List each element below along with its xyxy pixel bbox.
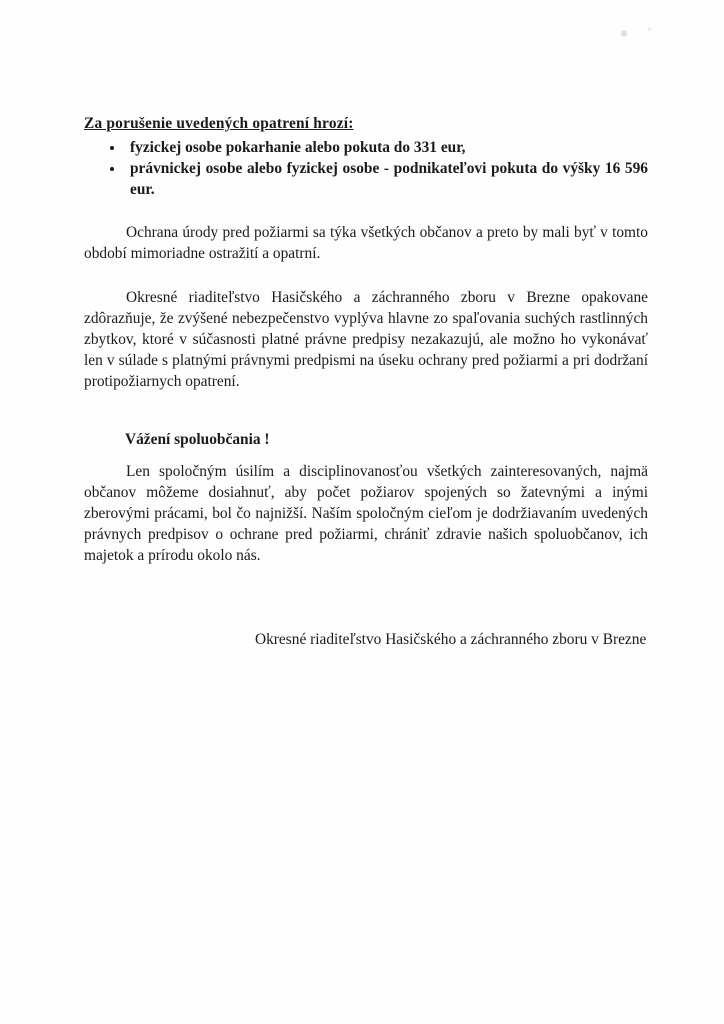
penalty-item-individual: • fyzickej osobe pokarhanie alebo pokuta do 331 eur, (125, 137, 648, 158)
paragraph-directorate-notice: Okresné riaditeľstvo Hasičského a záchranného zboru v Brezne opakovane zdôrazňuje, že zvýšené nebezpečenstvo vyplýva hlavne zo spaľovania suchých rastlinných zbytkov, ktoré v súčasnosti platné právne predpisy nezakazujú, ale možno ho vykonávať len v súlade s platnými právnymi predpismi na úseku ochrany pred požiarmi a pri dodržaní protipožiarnych opatrení. (84, 289, 648, 390)
paragraph-appeal: Len spoločným úsilím a disciplinovanosťou všetkých zainteresovaných, najmä občanov môžeme dosiahnuť, aby počet požiarov spojených so žatevnými a inými zberovými prácami, bol čo najnižší. Naším spoločným cieľom je dodržiavaním uvedených právnych predpisov o ochrane pred požiarmi, chrániť zdravie našich spoluobčanov, ich majetok a prírodu okolo nás. (84, 463, 648, 564)
penalty-item-legal-entity: • právnickej osobe alebo fyzickej osobe - podnikateľovi pokuta do výšky 16 596 eur. (125, 158, 648, 200)
document-body (84, 113, 648, 650)
paragraph-harvest-protection: Ochrana úrody pred požiarmi sa týka všetkých občanov a preto by mali byť v tomto období mimoriadne ostražití a opatrní. (84, 224, 648, 262)
signature-line: Okresné riaditeľstvo Hasičského a záchranného zboru v Brezne (255, 631, 647, 648)
scan-artifact-speck (621, 30, 627, 37)
penalty-list (84, 137, 648, 200)
scan-artifact-speck (648, 27, 651, 31)
penalties-heading: Za porušenie uvedených opatrení hrozí: (84, 115, 354, 132)
salutation-heading: Vážení spoluobčania ! (125, 431, 270, 448)
